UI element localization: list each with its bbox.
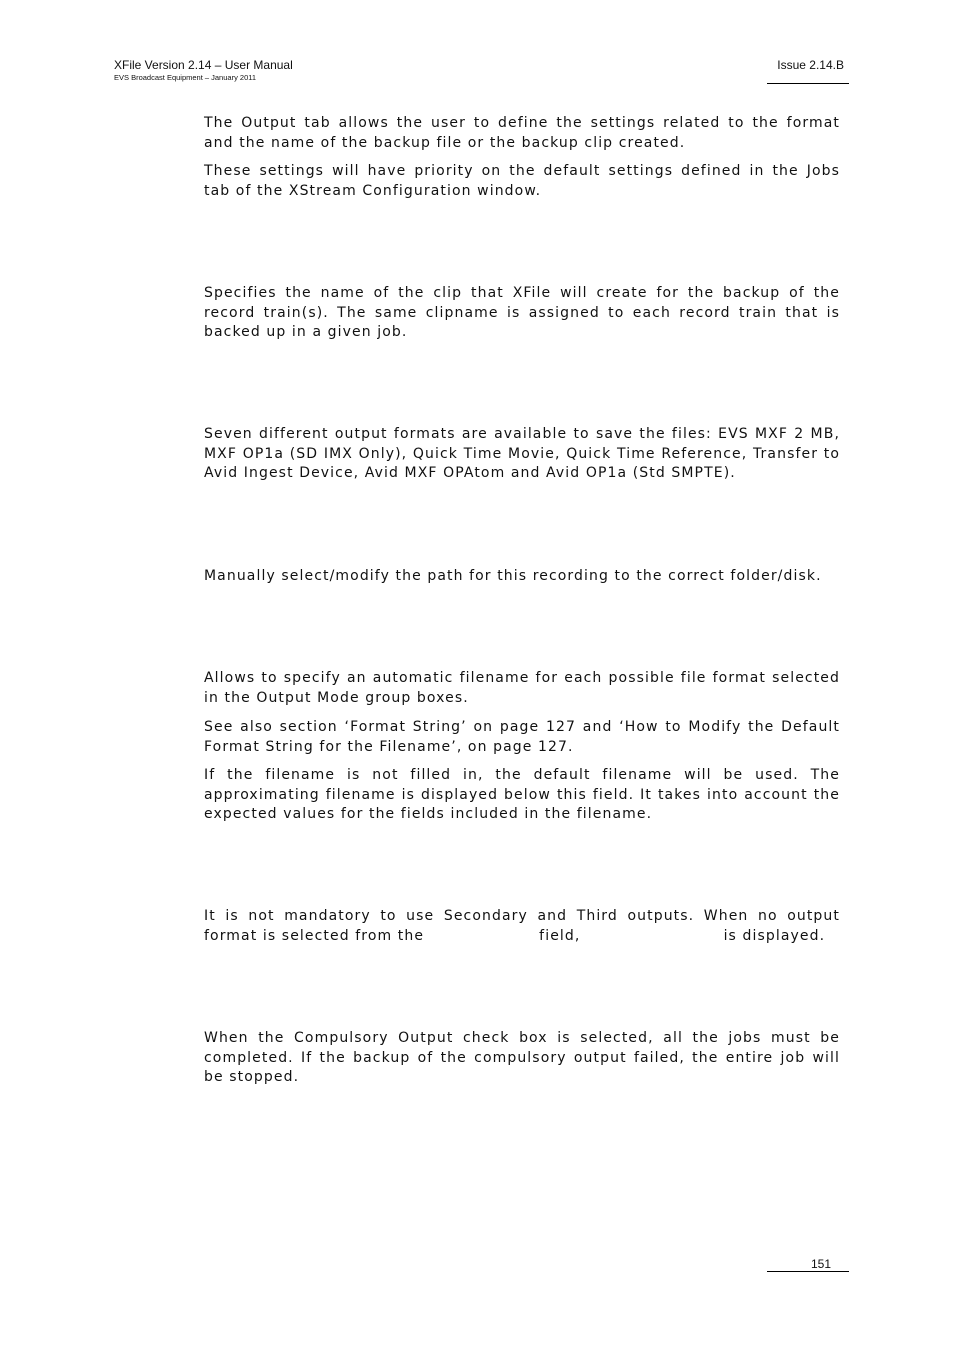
header-rule <box>767 83 849 84</box>
compulsory-output-description: When the Compulsory Output check box is selected, all the jobs must be completed. If the backup of the compulsory output failed, the entire job will be stopped. <box>204 1030 840 1086</box>
secondary-outputs-text-a: It is not mandatory to use Secondary and Third outputs. When no output format is selected from the <box>204 908 840 944</box>
default-filename-note: If the filename is not filled in, the default filename will be used. The approximating filename is displayed below this field. It takes into account the expected values for the fields included in the filename. <box>204 767 840 823</box>
format-string-reference: See also section ‘Format String’ on page 127 and ‘How to Modify the Default Format String for the Filename’, on page 127. <box>204 719 840 755</box>
filename-description: Allows to specify an automatic filename for each possible file format selected in the Output Mode group boxes. <box>204 670 840 706</box>
clipname-description: Specifies the name of the clip that XFile will create for the backup of the record train(s). The same clipname is assigned to each record train that is backed up in a given job. <box>204 285 840 341</box>
header-title: XFile Version 2.14 – User Manual <box>114 58 293 72</box>
priority-note: These settings will have priority on the default settings defined in the Jobs tab of the XStream Configuration window. <box>204 163 840 199</box>
header-issue: Issue 2.14.B <box>777 58 844 72</box>
output-tab-intro: The Output tab allows the user to define the settings related to the format and the name of the backup file or the backup clip created. <box>204 115 840 151</box>
page-number: 151 <box>811 1257 832 1271</box>
header-subtitle: EVS Broadcast Equipment – January 2011 <box>114 73 257 82</box>
secondary-outputs-text-c: is displayed. <box>723 927 826 944</box>
output-formats-description: Seven different output formats are available to save the files: EVS MXF 2 MB, MXF OP1a (SD IMX Only), Quick Time Movie, Quick Time Reference, Transfer to Avid Ingest Device, Avid MXF OPAtom and Avid OP1a (Std SMPTE). <box>204 426 840 482</box>
secondary-outputs-text-b: field, <box>539 927 581 944</box>
path-description: Manually select/modify the path for this recording to the correct folder/disk. <box>204 568 822 584</box>
footer-rule <box>767 1271 849 1272</box>
secondary-outputs-note <box>204 907 840 946</box>
